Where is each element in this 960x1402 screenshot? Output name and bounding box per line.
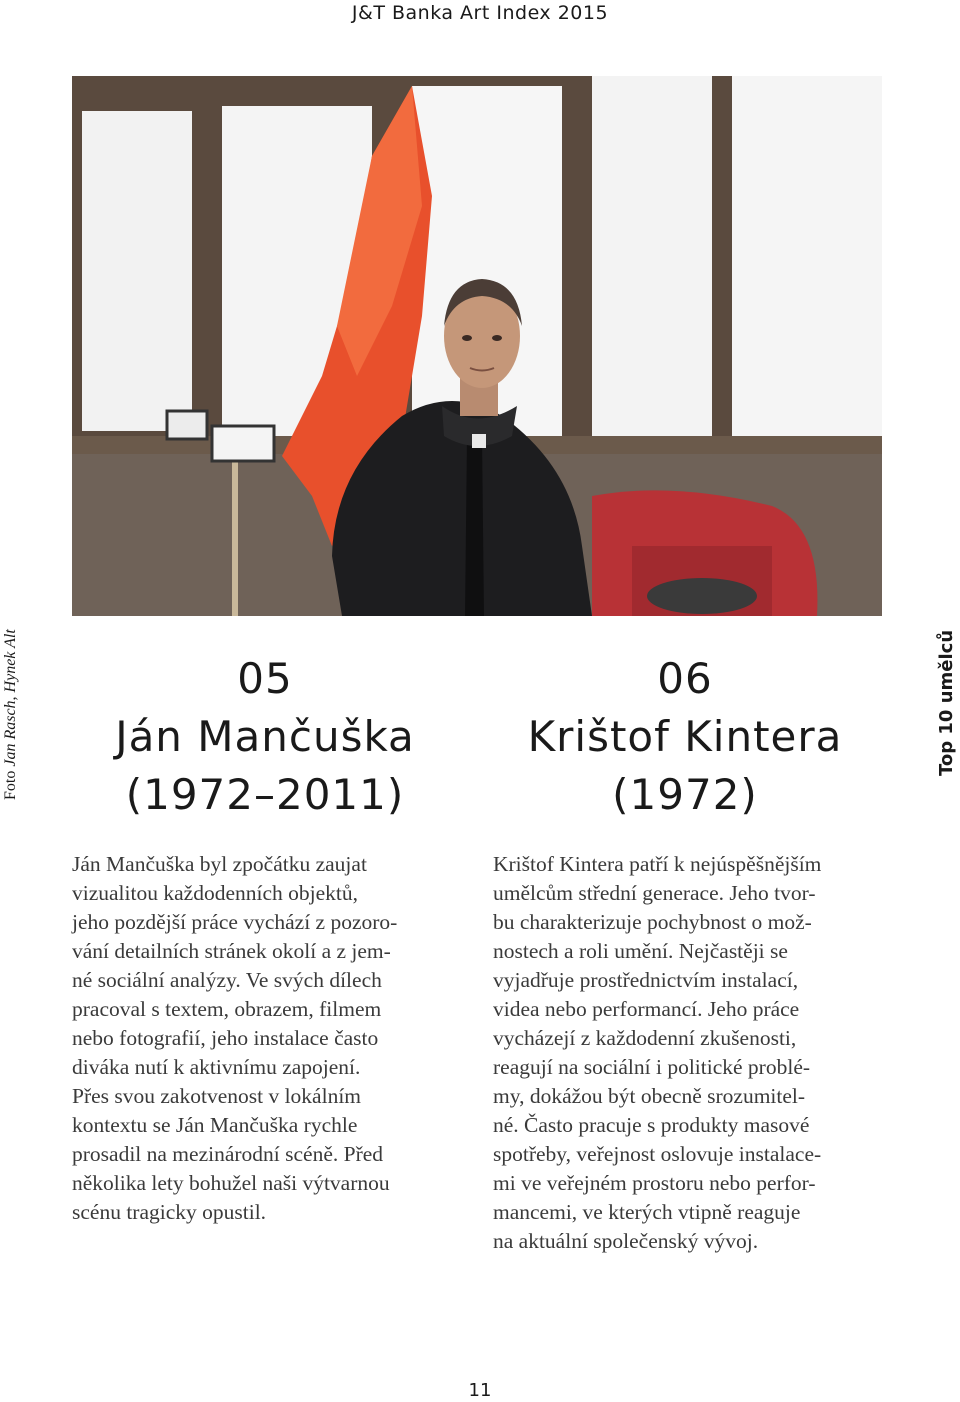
artist-name: Ján Mančuška — [115, 712, 415, 761]
bio-line: né sociální analýzy. Ve svých dílech — [72, 968, 382, 992]
bio-line: vání detailních stránek okolí a z jem- — [72, 939, 391, 963]
bio-line: my, dokážou být obecně srozumitel- — [493, 1084, 806, 1108]
bio-line: kontextu se Ján Mančuška rychle — [72, 1113, 358, 1137]
bio-line: nebo fotografií, jeho instalace často — [72, 1026, 379, 1050]
photo-credit-prefix: Foto — [2, 770, 19, 800]
artist-number: 06 — [657, 654, 713, 703]
bio-line: bu charakterizuje pochybnost o mož- — [493, 910, 812, 934]
bio-line: pracoval s textem, obrazem, filmem — [72, 997, 382, 1021]
artist-heading-06 — [480, 650, 890, 824]
bio-line: několika lety bohužel naši výtvarnou — [72, 1171, 390, 1195]
artist-name: Krištof Kintera — [527, 712, 843, 761]
artist-bio-05 — [72, 850, 472, 1227]
bio-line: umělcům střední generace. Jeho tvor- — [493, 881, 816, 905]
bio-line: mancemi, ve kterých vtipně reaguje — [493, 1200, 801, 1224]
bio-line: nostech a roli umění. Nejčastěji se — [493, 939, 788, 963]
photo-credit — [2, 600, 20, 800]
artist-heading-05 — [60, 650, 470, 824]
bio-line: spotřeby, veřejnost oslovuje instalace- — [493, 1142, 822, 1166]
bio-line: vyjadřuje prostřednictvím instalací, — [493, 968, 799, 992]
section-label: Top 10 umělců — [936, 629, 957, 776]
bio-line: na aktuální společenský vývoj. — [493, 1229, 759, 1253]
bio-line: videa nebo performancí. Jeho práce — [493, 997, 800, 1021]
artist-years: (1972–2011) — [125, 770, 405, 819]
bio-line: Přes svou zakotvenost v lokálním — [72, 1084, 362, 1108]
bio-line: reagují na sociální i politické problé- — [493, 1055, 811, 1079]
artist-years: (1972) — [612, 770, 758, 819]
bio-line: prosadil na mezinárodní scéně. Před — [72, 1142, 384, 1166]
photo-credit-names: Jan Rasch, Hynek Alt — [2, 629, 19, 767]
artist-bio-06 — [493, 850, 893, 1256]
artist-number: 05 — [237, 654, 293, 703]
bio-line: né. Často pracuje s produkty masové — [493, 1113, 810, 1137]
page-number: 11 — [468, 1380, 492, 1401]
artist-photo — [72, 76, 882, 616]
bio-line: jeho pozdější práce vychází z pozoro- — [72, 910, 398, 934]
bio-line: Krištof Kintera patří k nejúspěšnějším — [493, 852, 822, 876]
bio-line: vycházejí z každodenní zkušenosti, — [493, 1026, 797, 1050]
bio-line: Ján Mančuška byl zpočátku zaujat — [72, 852, 367, 876]
bio-line: scénu tragicky opustil. — [72, 1200, 267, 1224]
bio-line: mi ve veřejném prostoru nebo perfor- — [493, 1171, 816, 1195]
running-header: J&T Banka Art Index 2015 — [351, 2, 609, 24]
bio-line: vizualitou každodenních objektů, — [72, 881, 358, 905]
bio-line: diváka nutí k aktivnímu zapojení. — [72, 1055, 361, 1079]
